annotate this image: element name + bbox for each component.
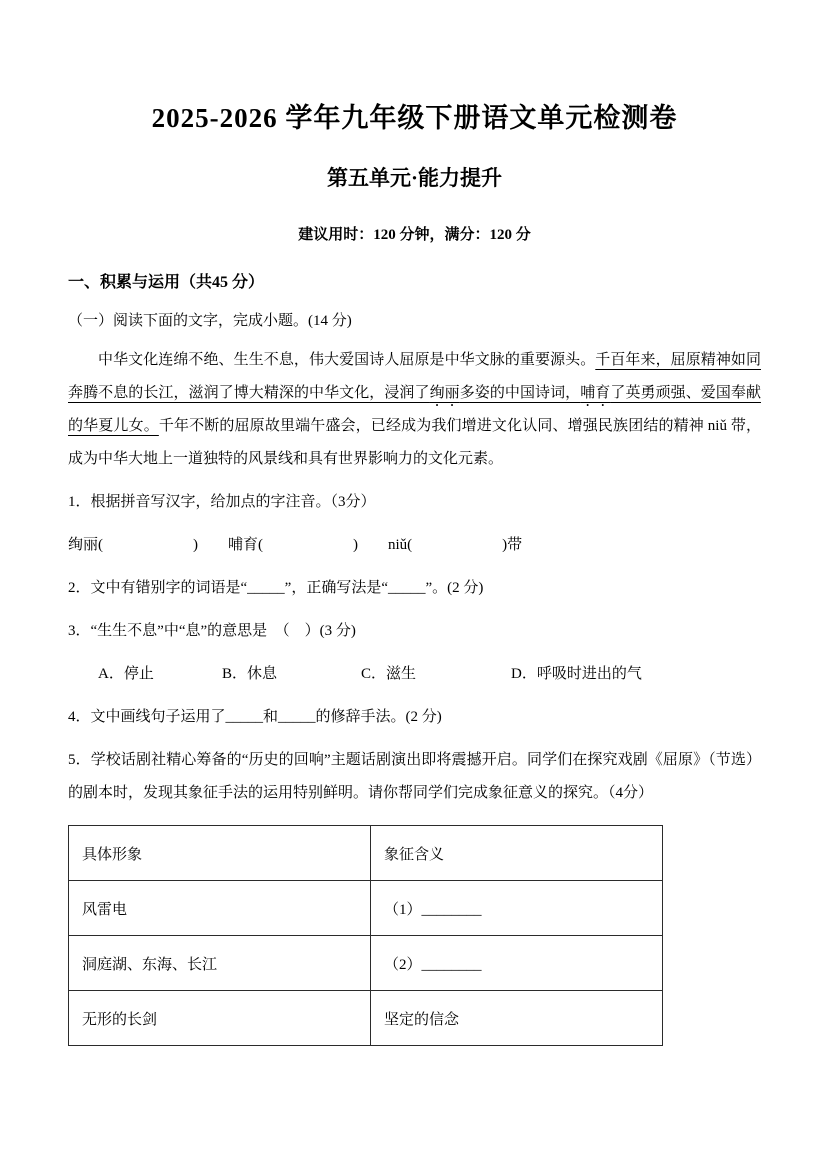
table-cell-blank: （2）________ <box>371 936 663 991</box>
emphasized-word-xuanli: 绚丽 <box>429 385 460 401</box>
table-header-row <box>69 826 663 881</box>
question-4: 4．文中画线句子运用了_____和_____的修辞手法。(2 分) <box>68 709 442 725</box>
exam-time-score-info: 建议用时：120 分钟，满分：120 分 <box>298 227 531 243</box>
table-cell: 洞庭湖、东海、长江 <box>69 936 371 991</box>
symbolism-table <box>68 825 663 1046</box>
option-a: A．停止 <box>98 666 154 682</box>
table-cell: 无形的长剑 <box>69 991 371 1046</box>
option-c: C．滋生 <box>361 666 417 682</box>
question-3: 3．“生生不息”中“息”的意思是 （ ）(3 分) <box>68 623 356 639</box>
option-d: D．呼吸时进出的气 <box>511 666 642 682</box>
question-1-pinyin-blanks: 绚丽( ) 哺育( ) niǔ( )带 <box>68 537 523 553</box>
question-5: 5．学校话剧社精心筹备的“历史的回响”主题话剧演出即将震撼开启。同学们在探究戏剧《屈原》（节选）的剧本时，发现其象征手法的运用特别鲜明。请你帮同学们完成象征意义的探究。（4分） <box>68 752 761 801</box>
reading-passage <box>68 344 761 476</box>
question-2: 2．文中有错别字的词语是“_____”，正确写法是“_____”。(2 分) <box>68 580 484 596</box>
underline-segment-2: 多姿的中国诗词， <box>459 385 581 401</box>
section-one-heading: 一、积累与运用（共45 分） <box>68 274 265 291</box>
question-1: 1．根据拼音写汉字，给加点的字注音。（3分） <box>68 494 376 510</box>
table-cell-blank: （1）________ <box>371 881 663 936</box>
table-header-cell: 具体形象 <box>69 826 371 881</box>
passage-segment-normal-1: 中华文化连绵不绝、生生不息，伟大爱国诗人屈原是中华文脉的重要源头。 <box>98 352 596 368</box>
table-cell: 坚定的信念 <box>371 991 663 1046</box>
option-b: B．休息 <box>222 666 278 682</box>
unit-subtitle: 第五单元·能力提升 <box>326 166 502 190</box>
table-row <box>69 936 663 991</box>
table-row <box>69 881 663 936</box>
passage-segment-normal-2: 千年不断的屈原故里端午盛会，已经成为我们增进文化认同、增强民族团结的精神 niǔ 带，成为中华大地上一道独特的风景线和具有世界影响力的文化元素。 <box>68 418 761 467</box>
underline-segment-3: 了英勇顽强、爱国奉献的华夏儿女。 <box>68 385 761 434</box>
underline-segment-1: 千百年来，屈原精神如同奔腾不息的长江，滋润了博大精深的中华文化，浸润了 <box>68 352 761 401</box>
part-one-intro: （一）阅读下面的文字，完成小题。(14 分) <box>68 313 352 329</box>
emphasized-word-buyu: 哺育 <box>580 385 611 401</box>
table-header-cell: 象征含义 <box>371 826 663 881</box>
question-3-options <box>68 658 761 691</box>
table-row <box>69 991 663 1046</box>
page-title: 2025-2026 学年九年级下册语文单元检测卷 <box>151 103 678 133</box>
table-cell: 风雷电 <box>69 881 371 936</box>
